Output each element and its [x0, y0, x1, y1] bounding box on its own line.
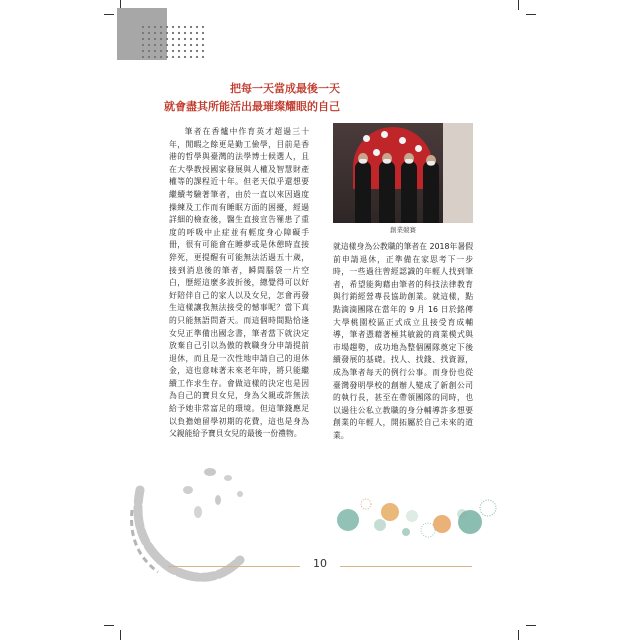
photo-person-mask: [405, 159, 413, 163]
crop-mark: [104, 14, 114, 15]
headline-line-1: 把每一天當成最後一天: [230, 82, 340, 95]
team-photo: [333, 123, 473, 223]
photo-person-mask: [383, 159, 391, 163]
crop-mark: [518, 630, 519, 640]
photo-person: [379, 161, 395, 223]
page-number: 10: [313, 557, 327, 570]
headline: [0, 80, 340, 116]
crop-mark: [120, 630, 121, 640]
crop-mark: [518, 0, 519, 10]
photo-person-mask: [427, 161, 435, 165]
watercolor-dots-decoration: [330, 490, 510, 550]
photo-dot: [399, 137, 406, 144]
photo-person: [355, 161, 371, 223]
photo-person-mask: [359, 159, 367, 163]
footer-rule-left: [168, 566, 300, 567]
photo-caption: 創業競賽: [390, 226, 416, 234]
footer-rule-right: [340, 566, 472, 567]
right-body-column: 就這樣身為公教職的筆者在 2018年暑假前申請退休，正準備在家思考下一步時，一些過往曾經認識的年輕人找到筆者，希望能夠藉由筆者的科技法律教育與行銷經營專長協助創業。就這樣，點點滴滴團隊在當年的 9 月 16 日於銘傳大學桃園校區正式成立且接受育成輔導，筆者憑藉著極其敏銳的商業模式與市場趨勢，成功地為整個團隊奠定下後續發展的基礎。找人、找錢、找資源，成為筆者每天的例行公事。而身份也從臺灣發明學校的創辦人變成了新創公司的執行長，甚至在帶領團隊的同時，也以過往公私立教職的身分輔導許多想要創業的年輕人，開拓屬於自己未來的道業。: [333, 242, 473, 440]
photo-door: [443, 123, 473, 223]
decorative-dot-grid: [140, 24, 204, 58]
photo-dot: [415, 145, 422, 152]
headline-line-2: 就會盡其所能活出最璀璨耀眼的自己: [164, 100, 340, 113]
photo-person: [423, 161, 439, 223]
photo-person: [401, 161, 417, 223]
crop-mark: [104, 625, 114, 626]
crop-mark: [526, 14, 536, 15]
photo-dot: [381, 131, 388, 138]
crop-mark: [526, 625, 536, 626]
brush-circle-decoration: [110, 450, 260, 600]
left-body-column: 筆者在香爐中作育英才超過三十年，閒暇之餘更是勤工儉學，目前是香港的哲學與臺灣的法學博士候選人，且在大學教授國家發展與人權及智慧財產權等的課程近十年。但老天似乎還想要繼續考驗著筆者，由於一直以來因過度操練及工作而有睡眠方面的困擾，經過詳細的檢查後，醫生直接宣告罹患了重度的呼吸中止症並有輕度身心障礙手冊，很有可能會在睡夢或是休憩時直接猝死，更提醒有可能無法活過五十歲，接到消息後的筆者，瞬間腦袋一片空白，歷經這麼多波折後，總覺得可以好好陪伴自己的家人以及女兒，怎會再發生這樣讓我無法接受的憾事呢？當下真的只能無語問蒼天。而這個時間點恰逢女兒正準備出國念書，筆者當下就決定放棄自己引以為傲的教職身分申請提前退休，而且是一次性地申請自己的退休金，這也意味著未來老年時，將只能繼續工作求生存。會做這樣的決定也是因為自己的寶貝女兒，身為父親或許無法給予她非常富足的環境。但這筆錢應足以負擔她留學初期的花費，這也是身為父親能給予寶貝女兒的最後一份禮物。: [169, 127, 309, 439]
photo-dot: [373, 149, 380, 156]
photo-dot: [363, 135, 370, 142]
